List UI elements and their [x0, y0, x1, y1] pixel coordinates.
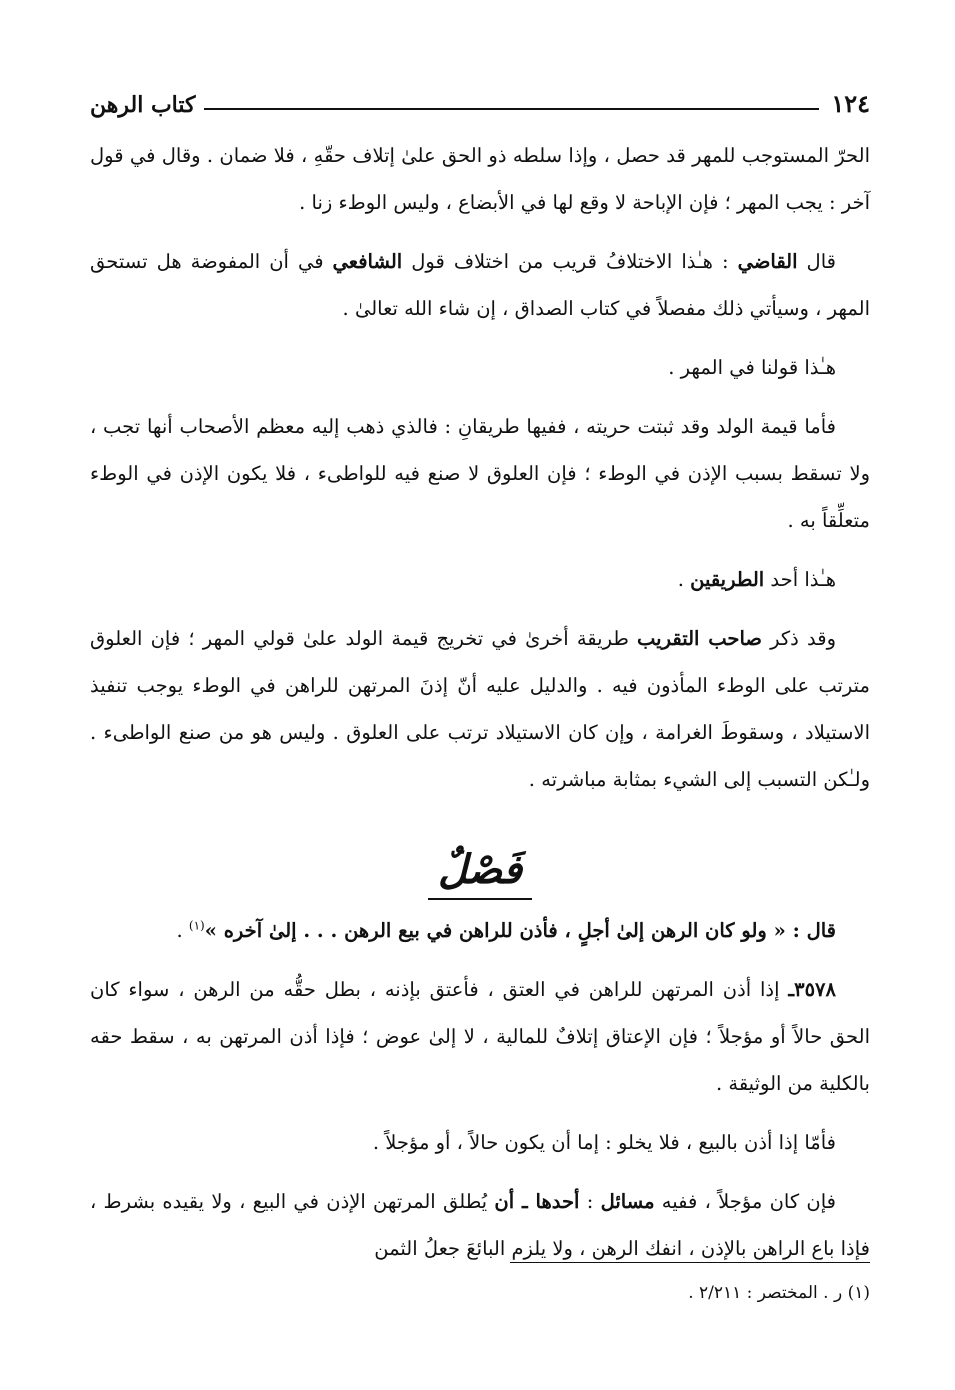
section-heading: فَصْلٌ [428, 842, 532, 900]
book-title: كتاب الرهن [90, 92, 196, 118]
footnote-rule [510, 1262, 870, 1263]
text-run: إذا أذن المرتهن للراهن في العتق ، فأعتق بإذنه ، بطل حقُّه من الرهن ، سواء كان الحق حالاً أو مؤجلاً ؛ فإن الإعتاق إتلافٌ للمالية ، لا إلىٰ عوض ؛ فإذا أذن المرتهن به ، سقط حقه بالكلية من الوثيقة . [90, 978, 870, 1095]
body-text [90, 132, 870, 1284]
text-run: : هـٰذا الاختلافُ قريب من اختلاف قول [402, 250, 738, 273]
text-run: يُطلق المرتهن الإذن في البيع ، ولا يقيده بشرط ، فإذا باع الراهن بالإذن ، انفك الرهن ، ولا يلزم البائعَ جعلُ الثمن [90, 1190, 870, 1260]
author-name-qadi: القاضي [737, 250, 798, 273]
text-run: في أن المفوضة هل تستحق المهر ، وسيأتي ذلك مفصلاً في كتاب الصداق ، إن شاء الله تعالىٰ . [90, 250, 870, 320]
bold-term: صاحب التقريب [637, 627, 762, 650]
book-page [90, 0, 870, 1390]
author-name-shafii: الشافعي [332, 250, 403, 273]
text-run: فإن كان مؤجلاً ، ففيه [654, 1190, 836, 1213]
text-run: » [204, 919, 224, 942]
section-ornament [90, 839, 870, 901]
paragraph-1: الحرّ المستوجب للمهر قد حصل ، وإذا سلطه ذو الحق علىٰ إتلاف حقّهِ ، فلا ضمان . وقال في قول آخر : يجب المهر ؛ فإن الإباحة لا وقع لها في الأبضاع ، وليس الوطء زنا . [90, 144, 870, 214]
paragraph-2 [90, 238, 870, 332]
paragraph-5 [90, 556, 870, 603]
text-run: : [579, 1190, 601, 1213]
footnote-ref[interactable]: (١) [188, 918, 205, 933]
text-run: طريقة أخرىٰ في تخريج قيمة الولد علىٰ قولي المهر ؛ فإن العلوق مترتب على الوطء المأذون فيه . والدليل عليه أنّ إذنَ المرتهن للراهن في الوطء يوجب تنفيذ الاستيلاد ، وسقوطَ الغرامة ، وإن كان الاستيلاد ترتب على العلوق . وليس هو من صنع الواطىء . ولـٰكن التسبب إلى الشيء بمثابة مباشرته . [90, 627, 870, 791]
footnote: (١) ر . المختصر : ٢/٢١١ . [688, 1283, 870, 1303]
bold-term: مسائل [600, 1190, 655, 1213]
text-run: . [176, 919, 189, 942]
bold-term: أحدها ـ أن [494, 1190, 580, 1213]
text-run: قال [797, 250, 836, 273]
paragraph-6 [90, 615, 870, 803]
text-run: . [677, 568, 691, 591]
text-run: وقد ذكر [761, 627, 836, 650]
page-number: ١٢٤ [831, 89, 870, 118]
issue-number: ٣٥٧٨ـ [788, 978, 836, 1001]
paragraph-7-quote [90, 907, 870, 954]
header-rule [204, 108, 820, 110]
paragraph-9: فأمّا إذا أذن بالبيع ، فلا يخلو : إما أن يكون حالاً ، أو مؤجلاً . [372, 1131, 836, 1154]
quoted-matn: ولو كان الرهن إلىٰ أجلٍ ، فأذن للراهن في بيع الرهن . . . إلىٰ آخره [223, 919, 767, 942]
paragraph-10 [90, 1178, 870, 1272]
text-run: قال : « [766, 919, 836, 942]
paragraph-4: فأما قيمة الولد وقد ثبتت حريته ، ففيها طريقانِ : فالذي ذهب إليه معظم الأصحاب أنها تجب ، ولا تسقط بسبب الإذن في الوطء ؛ فإن العلوق لا صنع فيه للواطىء ، فلا يكون الإذن في الوطء متعلِّقاً به . [90, 415, 870, 532]
running-header [90, 82, 870, 116]
paragraph-8 [90, 966, 870, 1107]
bold-term: الطريقين [690, 568, 765, 591]
paragraph-3: هـٰذا قولنا في المهر . [668, 356, 836, 379]
text-run: هـٰذا أحد [764, 568, 836, 591]
